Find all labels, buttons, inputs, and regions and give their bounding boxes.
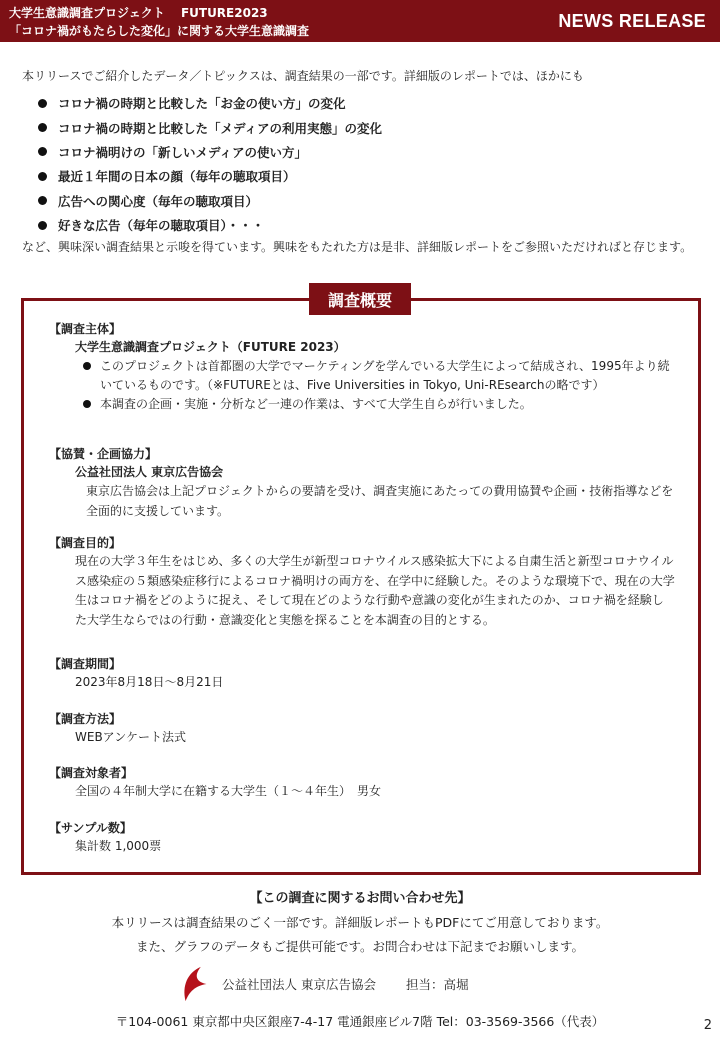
section-label: 【調査主体】: [49, 322, 122, 336]
sponsor-section: [49, 445, 676, 521]
section-label: 【調査期間】: [49, 657, 122, 671]
section-label: 【協賛・企画協力】: [49, 447, 158, 461]
survey-title: 「コロナ禍がもたらした変化」に関する大学生意識調査: [9, 24, 310, 38]
section-label: 【調査方法】: [49, 712, 122, 726]
method-section: [49, 710, 675, 748]
topic-label: コロナ禍の時期と比較した「お金の使い方」の変化: [58, 96, 346, 112]
bullet-icon: [38, 99, 47, 108]
contact-organization: [178, 964, 469, 1004]
purpose-section: [49, 534, 675, 630]
overview-title: 調査概要: [309, 283, 411, 315]
list-item: [83, 395, 673, 414]
topic-item: [38, 140, 698, 164]
topic-list: [38, 91, 698, 237]
section-label: 【調査対象者】: [49, 766, 134, 780]
target-text: 全国の４年制大学に在籍する大学生（１～４年生） 男女: [75, 784, 382, 798]
organizer-points: [49, 357, 673, 414]
organizer-section: [49, 320, 673, 414]
topic-item: [38, 189, 698, 213]
contact-line-2: また、グラフのデータもご提供可能です。お問合わせは下記までお願いします。: [135, 939, 584, 954]
topic-label: 好きな広告（毎年の聴取項目）・・・: [58, 218, 265, 234]
page-number: 2: [703, 1018, 712, 1033]
bullet-icon: [38, 123, 47, 132]
section-label: 【サンプル数】: [49, 821, 132, 835]
contact-heading: 【この調査に関するお問い合わせ先】: [249, 891, 471, 906]
contact-person: 担当：高堀: [405, 977, 469, 992]
sponsor-name: 公益社団法人 東京広告協会: [75, 465, 224, 479]
topic-item: [38, 164, 698, 188]
bullet-icon: [38, 172, 47, 181]
period-text: 2023年8月18日～8月21日: [75, 675, 224, 689]
intro-text: 本リリースでご紹介したデータ／トピックスは、調査結果の一部です。詳細版のレポートでは、ほかにも: [22, 69, 584, 83]
topic-label: 広告への関心度（毎年の聴取項目）: [58, 193, 259, 209]
contact-line-1: 本リリースは調査結果のごく一部です。詳細版レポートもPDFにてご用意しております。: [111, 915, 609, 930]
topic-label: コロナ禍明けの「新しいメディアの使い方」: [58, 144, 308, 160]
sponsor-text: 東京広告協会は上記プロジェクトからの要請を受け、調査実施にあたっての費用協賛や企画・技術指導などを全面的に支援しています。: [86, 484, 674, 518]
header-banner: [0, 0, 720, 42]
bullet-icon: [38, 196, 47, 205]
section-label: 【調査目的】: [49, 536, 122, 550]
sample-text: 集計数 1,000票: [75, 839, 162, 853]
news-release-badge: NEWS RELEASE: [558, 11, 706, 31]
bullet-icon: [38, 147, 47, 156]
organizer-name: 大学生意識調査プロジェクト（FUTURE 2023）: [75, 340, 346, 354]
target-section: [49, 764, 675, 802]
bullet-icon: [83, 362, 91, 370]
project-title: 大学生意識調査プロジェクト FUTURE2023: [9, 6, 268, 20]
organization-name: 公益社団法人 東京広告協会: [222, 977, 376, 992]
list-item: [83, 357, 673, 395]
bullet-icon: [83, 400, 91, 408]
topic-label: コロナ禍の時期と比較した「メディアの利用実態」の変化: [58, 120, 383, 136]
bullet-icon: [38, 221, 47, 230]
point-text: このプロジェクトは首都圏の大学でマーケティングを学んでいる大学生によって結成され、1995年より続いているものです。（※FUTUREとは、Five Universities in Tokyo, Uni-REsearchの略です）: [100, 359, 670, 392]
association-logo-icon: [178, 965, 216, 1003]
method-text: WEBアンケート法式: [75, 730, 186, 744]
topic-item: [38, 115, 698, 139]
outro-text: など、興味深い調査結果と示唆を得ています。興味をもたれた方は是非、詳細版レポートをご参照いただければと存じます。: [22, 240, 693, 254]
contact-address: 〒104-0061 東京都中央区銀座7-4-17 電通銀座ビル7階 Tel：03-3569-3566（代表）: [115, 1014, 605, 1029]
purpose-text: 現在の大学３年生をはじめ、多くの大学生が新型コロナウイルス感染拡大下による自粛生活と新型コロナウイルス感染症の５類感染症移行によるコロナ禍明けの両方を、在学中に経験した。そのような環境下で、現在の大学生はコロナ禍をどのように捉え、そして現在どのような行動や意識の変化が生まれたのか、コロナ禍を経験した大学生ならではの行動・意識変化と実態を探ることを本調査の目的とする。: [75, 554, 675, 627]
sample-section: [49, 819, 675, 857]
topic-item: [38, 91, 698, 115]
topic-label: 最近１年間の日本の顔（毎年の聴取項目）: [58, 169, 296, 185]
period-section: [49, 655, 675, 693]
point-text: 本調査の企画・実施・分析など一連の作業は、すべて大学生自らが行いました。: [100, 397, 532, 411]
topic-item: [38, 213, 698, 237]
